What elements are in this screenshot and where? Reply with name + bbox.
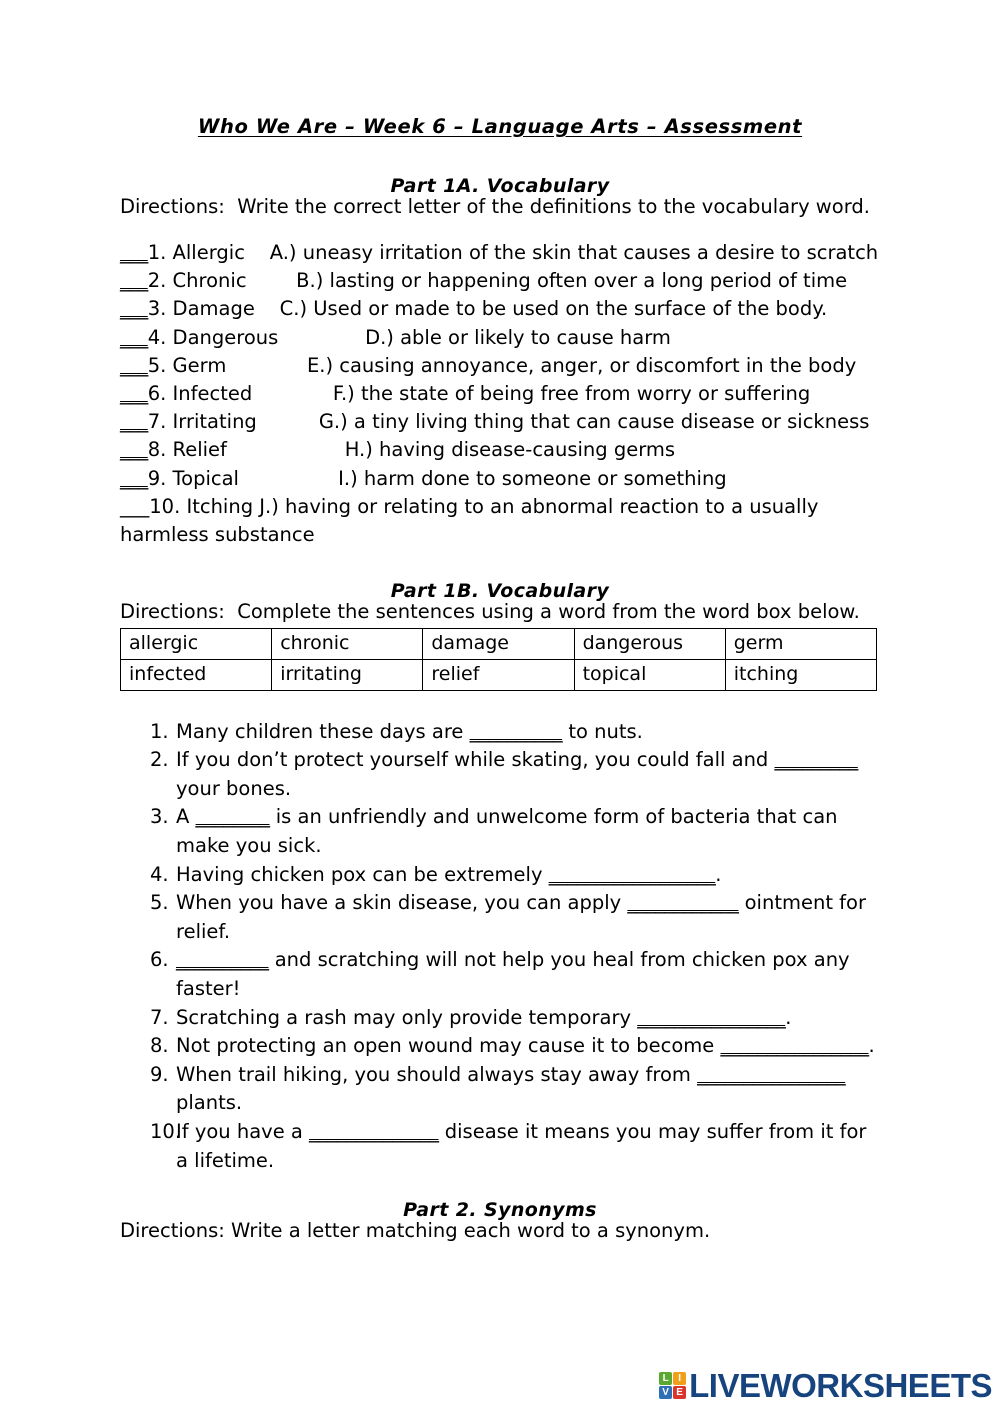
list-item bbox=[120, 946, 880, 1003]
sentence-before: Having chicken pox can be extremely bbox=[176, 862, 549, 886]
match-number-word: 6. Infected bbox=[147, 381, 253, 405]
part-2-heading: Part 2. Synonyms bbox=[403, 1199, 597, 1222]
part-1a-heading: Part 1A. Vocabulary bbox=[390, 174, 610, 197]
sentence-after: ointment for relief. bbox=[176, 891, 866, 943]
part-1b-heading: Part 1B. Vocabulary bbox=[390, 580, 610, 603]
sentence-after: disease it means you may suffer from it for a lifetime. bbox=[176, 1119, 867, 1172]
sentence-number: 6. bbox=[150, 948, 169, 972]
match-row bbox=[120, 267, 880, 295]
match-row bbox=[120, 239, 880, 267]
sentence-before: A bbox=[176, 805, 196, 829]
word-box-cell: infected bbox=[121, 659, 272, 690]
list-item bbox=[120, 803, 880, 860]
answer-blank[interactable]: ___ bbox=[120, 494, 150, 518]
match-spacer bbox=[227, 438, 345, 461]
answer-blank[interactable]: ________________ bbox=[637, 1005, 786, 1029]
word-box-cell: dangerous bbox=[574, 628, 725, 659]
match-spacer bbox=[257, 410, 319, 433]
match-number-word: 10. Itching bbox=[149, 494, 260, 518]
table-row bbox=[121, 659, 877, 690]
answer-blank[interactable]: ______________ bbox=[309, 1119, 439, 1143]
list-item bbox=[120, 1004, 880, 1033]
answer-blank[interactable]: ___ bbox=[120, 325, 148, 349]
match-row bbox=[120, 295, 880, 323]
answer-blank[interactable]: ___ bbox=[120, 466, 148, 490]
logo-tile-i: I bbox=[673, 1372, 686, 1385]
sentence-number: 1. bbox=[150, 719, 169, 743]
match-row bbox=[120, 380, 880, 408]
word-box-cell: itching bbox=[725, 659, 876, 690]
worksheet-content bbox=[120, 0, 880, 1242]
match-definition: D.) able or likely to cause harm bbox=[365, 325, 671, 349]
match-definition: J.) having or relating to an abnormal reaction to a usually harmless substance bbox=[120, 494, 819, 546]
fill-in-blank-sentences bbox=[120, 718, 880, 1176]
sentence-before: When trail hiking, you should always stay away from bbox=[176, 1062, 698, 1086]
sentence-number: 10. bbox=[150, 1119, 182, 1143]
answer-blank[interactable]: ___ bbox=[120, 240, 148, 264]
sentence-before: Not protecting an open wound may cause it to become bbox=[176, 1034, 721, 1058]
word-box-cell: chronic bbox=[272, 628, 423, 659]
word-box-cell: germ bbox=[725, 628, 876, 659]
match-spacer bbox=[239, 467, 338, 490]
sentence-text bbox=[176, 946, 880, 1003]
sentence-number: 3. bbox=[150, 805, 169, 829]
match-row bbox=[120, 465, 880, 493]
list-item bbox=[120, 889, 880, 946]
word-box-cell: damage bbox=[423, 628, 574, 659]
match-spacer bbox=[247, 269, 297, 292]
match-definition: F.) the state of being free from worry or suffering bbox=[332, 381, 811, 405]
sentence-after: and scratching will not help you heal from chicken pox any faster! bbox=[176, 948, 850, 1000]
sentence-text bbox=[176, 803, 880, 860]
sentence-number: 2. bbox=[150, 748, 169, 772]
part-1a-directions: Directions: Write the correct letter of the definitions to the vocabulary word. bbox=[120, 194, 870, 218]
word-box-cell: allergic bbox=[121, 628, 272, 659]
logo-tile-l: L bbox=[659, 1372, 672, 1385]
match-definition: B.) lasting or happening often over a long period of time bbox=[296, 269, 848, 293]
sentence-after: is an unfriendly and unwelcome form of bacteria that can make you sick. bbox=[176, 805, 838, 857]
list-item bbox=[120, 718, 880, 747]
part-2-directions: Directions: Write a letter matching each word to a synonym. bbox=[120, 1219, 711, 1243]
sentence-after: to nuts. bbox=[562, 719, 643, 743]
sentence-number: 8. bbox=[150, 1034, 169, 1058]
answer-blank[interactable]: ___ bbox=[120, 297, 148, 321]
word-box-cell: irritating bbox=[272, 659, 423, 690]
sentence-number: 5. bbox=[150, 891, 169, 915]
match-spacer bbox=[252, 382, 333, 405]
sentence-after: your bones. bbox=[176, 776, 292, 800]
answer-blank[interactable]: ___ bbox=[120, 269, 148, 293]
part-1b-directions: Directions: Complete the sentences using a word from the word box below. bbox=[120, 600, 860, 624]
sentence-text bbox=[176, 718, 880, 747]
sentence-text bbox=[176, 1032, 880, 1061]
match-row bbox=[120, 493, 880, 549]
match-row bbox=[120, 436, 880, 464]
logo-tile-v: V bbox=[659, 1386, 672, 1399]
sentence-after: plants. bbox=[176, 1091, 243, 1115]
sentence-after: . bbox=[715, 862, 722, 886]
sentence-text bbox=[176, 889, 880, 946]
answer-blank[interactable]: ________ bbox=[195, 805, 270, 829]
part-1a-matching-list bbox=[120, 239, 880, 549]
page-title bbox=[120, 117, 880, 137]
sentence-text bbox=[176, 861, 880, 890]
answer-blank[interactable]: ________________ bbox=[720, 1034, 869, 1058]
page-title-text: Who We Are – Week 6 – Language Arts – Assessment bbox=[197, 115, 803, 138]
list-item bbox=[120, 1118, 880, 1175]
logo-tile-e: E bbox=[673, 1386, 686, 1399]
table-row bbox=[121, 628, 877, 659]
match-definition: H.) having disease-causing germs bbox=[344, 438, 676, 462]
logo-tiles bbox=[659, 1372, 686, 1399]
match-definition: A.) uneasy irritation of the skin that causes a desire to scratch bbox=[269, 240, 879, 264]
match-spacer bbox=[278, 326, 365, 349]
answer-blank[interactable]: ________________ bbox=[697, 1062, 846, 1086]
sentence-before: Many children these days are bbox=[176, 719, 470, 743]
answer-blank[interactable]: ___ bbox=[120, 381, 148, 405]
answer-blank[interactable]: ____________ bbox=[627, 891, 739, 915]
sentence-text bbox=[176, 746, 880, 803]
match-definition: E.) causing annoyance, anger, or discomfort in the body bbox=[306, 353, 857, 377]
match-row bbox=[120, 352, 880, 380]
sentence-after: . bbox=[785, 1005, 792, 1029]
word-box-cell: relief bbox=[423, 659, 574, 690]
list-item bbox=[120, 1032, 880, 1061]
match-number-word: 9. Topical bbox=[147, 466, 239, 490]
answer-blank[interactable]: ___ bbox=[120, 410, 148, 434]
match-definition: G.) a tiny living thing that can cause disease or sickness bbox=[318, 410, 870, 434]
logo-wordmark: LIVEWORKSHEETS bbox=[689, 1366, 992, 1404]
sentence-number: 4. bbox=[150, 862, 169, 886]
match-spacer bbox=[245, 241, 270, 264]
match-number-word: 7. Irritating bbox=[147, 410, 257, 434]
match-definition: C.) Used or made to be used on the surface of the body. bbox=[279, 297, 828, 321]
match-number-word: 5. Germ bbox=[147, 353, 227, 377]
sentence-number: 7. bbox=[150, 1005, 169, 1029]
match-definition: I.) harm done to someone or something bbox=[338, 466, 727, 490]
sentence-text bbox=[176, 1004, 880, 1033]
list-item bbox=[120, 746, 880, 803]
liveworksheets-logo bbox=[659, 1365, 992, 1405]
list-item bbox=[120, 1061, 880, 1118]
answer-blank[interactable]: __________________ bbox=[548, 862, 716, 886]
match-spacer bbox=[226, 354, 307, 377]
match-number-word: 4. Dangerous bbox=[147, 325, 279, 349]
answer-blank[interactable]: ___ bbox=[120, 353, 148, 377]
match-number-word: 3. Damage bbox=[147, 297, 255, 321]
sentence-number: 9. bbox=[150, 1062, 169, 1086]
sentence-before: When you have a skin disease, you can apply bbox=[176, 891, 628, 915]
sentence-before: If you don’t protect yourself while skating, you could fall and bbox=[176, 748, 775, 772]
word-box-cell: topical bbox=[574, 659, 725, 690]
match-number-word: 8. Relief bbox=[147, 438, 227, 462]
sentence-text bbox=[176, 1118, 880, 1175]
match-number-word: 1. Allergic bbox=[147, 240, 245, 264]
answer-blank[interactable]: __________ bbox=[176, 948, 269, 972]
match-row bbox=[120, 408, 880, 436]
sentence-before: If you have a bbox=[176, 1119, 310, 1143]
list-item bbox=[120, 861, 880, 890]
word-box-table bbox=[120, 628, 877, 691]
sentence-after: . bbox=[868, 1034, 875, 1058]
match-row bbox=[120, 324, 880, 352]
answer-blank[interactable]: _________ bbox=[774, 748, 858, 772]
answer-blank[interactable]: ___ bbox=[120, 438, 148, 462]
answer-blank[interactable]: __________ bbox=[469, 719, 563, 743]
match-number-word: 2. Chronic bbox=[147, 269, 247, 293]
sentence-text bbox=[176, 1061, 880, 1118]
match-spacer bbox=[255, 297, 280, 320]
sentence-before: Scratching a rash may only provide temporary bbox=[176, 1005, 638, 1029]
